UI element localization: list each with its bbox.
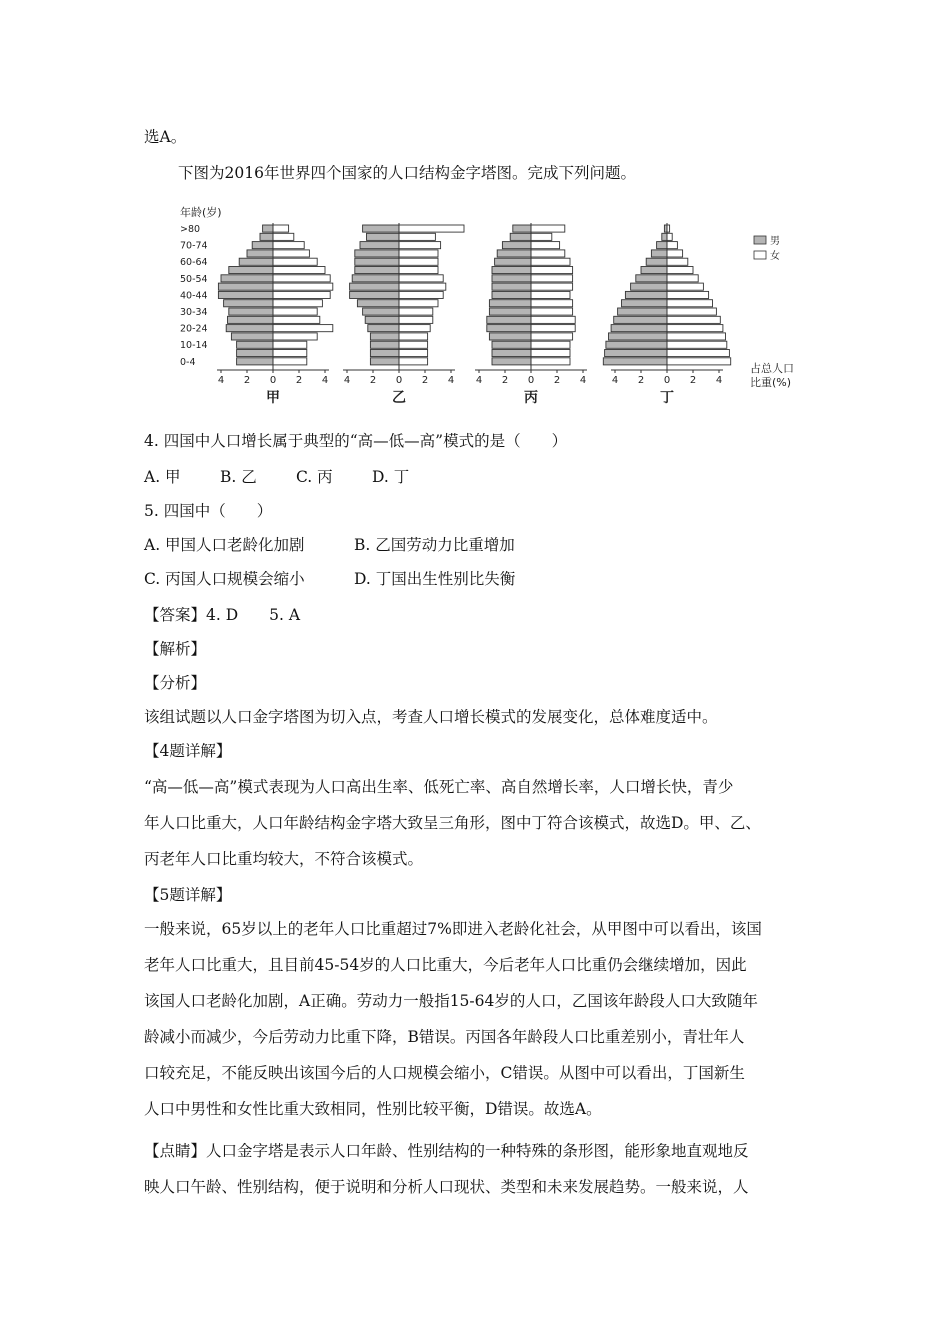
share-label-line1: 占总人口 xyxy=(750,362,794,375)
male-bar xyxy=(662,233,667,240)
female-bar xyxy=(667,300,713,307)
q5-detail-line: 口较充足，不能反映出该国今后的人口规模会缩小，C错误。从图中可以看出，丁国新生 xyxy=(144,1064,745,1082)
male-bar xyxy=(495,258,531,265)
male-bar xyxy=(492,358,531,365)
male-bar xyxy=(609,333,668,340)
male-bar xyxy=(631,283,667,290)
female-bar xyxy=(273,333,317,340)
dianjing-line xyxy=(144,1140,749,1162)
country-label: 乙 xyxy=(392,390,406,406)
female-bar xyxy=(273,233,294,240)
q5-detail-line: 一般来说，65岁以上的老年人口比重超过7%即进入老龄化社会，从甲图中可以看出，该国 xyxy=(144,920,762,938)
q4-stem: 4. 四国中人口增长属于典型的“高—低—高”模式的是（ ） xyxy=(144,432,568,450)
male-bar xyxy=(492,267,531,274)
legend-male-swatch xyxy=(754,236,766,244)
female-bar xyxy=(399,341,428,348)
male-bar xyxy=(502,242,531,249)
female-bar xyxy=(531,350,570,357)
age-group-label: 20-24 xyxy=(180,323,208,335)
female-bar xyxy=(667,283,703,290)
male-bar xyxy=(237,358,273,365)
age-group-label: 70-74 xyxy=(180,240,208,252)
age-group-label: 30-34 xyxy=(180,307,208,318)
female-bar xyxy=(273,267,325,274)
female-bar xyxy=(667,333,726,340)
female-bar xyxy=(273,242,304,249)
age-group-label: 50-54 xyxy=(180,273,208,285)
fenxi-heading: 【分析】 xyxy=(144,674,207,692)
country-label: 丙 xyxy=(524,390,538,406)
female-bar xyxy=(667,308,716,315)
male-bar xyxy=(497,250,531,257)
female-bar xyxy=(273,258,317,265)
male-bar xyxy=(492,283,531,290)
previous-answer-tail: 选A。 xyxy=(144,128,187,146)
x-tick-label: 2 xyxy=(243,375,251,386)
female-bar xyxy=(531,325,575,332)
female-bar xyxy=(399,308,433,315)
q5-option-d: D. 丁国出生性别比失衡 xyxy=(354,570,516,588)
male-bar xyxy=(221,275,273,282)
legend-female-swatch xyxy=(754,251,766,259)
x-tick-label: 2 xyxy=(295,375,303,386)
male-bar xyxy=(363,225,399,232)
age-group-label: 0-4 xyxy=(180,356,196,368)
male-bar xyxy=(367,233,400,240)
answer-text: 4. D 5. A xyxy=(206,606,301,624)
female-bar xyxy=(399,291,443,298)
question-intro: 下图为2016年世界四个国家的人口结构金字塔图。完成下列问题。 xyxy=(178,164,636,182)
age-group-label: >80 xyxy=(180,224,201,235)
male-bar xyxy=(355,267,399,274)
x-tick-label: 2 xyxy=(553,375,561,386)
answer-label: 【答案】 xyxy=(144,606,207,624)
male-bar xyxy=(646,258,667,265)
female-bar xyxy=(531,316,575,323)
male-bar xyxy=(226,325,273,332)
pyramid-4 xyxy=(603,223,730,406)
male-bar xyxy=(370,350,399,357)
x-tick-label: 4 xyxy=(343,375,351,386)
legend-female-label: 女 xyxy=(770,251,780,262)
female-bar xyxy=(667,258,688,265)
male-bar xyxy=(489,300,531,307)
q5-detail-line: 老年人口比重大，且目前45-54岁的人口比重大，今后老年人口比重仍会继续增加，因此 xyxy=(144,956,747,974)
female-bar xyxy=(399,275,443,282)
q4-option-d: D. 丁 xyxy=(372,468,410,486)
pyramid-2 xyxy=(343,223,464,406)
x-tick-label: 4 xyxy=(447,375,455,386)
male-bar xyxy=(363,308,399,315)
x-tick-label: 4 xyxy=(475,375,483,386)
x-tick-label: 4 xyxy=(217,375,225,386)
male-bar xyxy=(247,250,273,257)
male-bar xyxy=(355,250,399,257)
age-group-label: 60-64 xyxy=(180,257,208,269)
female-bar xyxy=(273,341,307,348)
male-bar xyxy=(611,325,667,332)
male-bar xyxy=(218,283,273,290)
female-bar xyxy=(667,233,672,240)
male-bar xyxy=(260,233,273,240)
x-tick-label: 0 xyxy=(395,375,403,386)
x-tick-label: 2 xyxy=(689,375,697,386)
female-bar xyxy=(273,283,333,290)
q4-detail-line: 年人口比重大，人口年龄结构金字塔大致呈三角形，图中丁符合该模式，故选D。甲、乙、 xyxy=(144,814,761,832)
male-bar xyxy=(370,358,399,365)
male-bar xyxy=(350,283,399,290)
answer-line xyxy=(144,604,300,626)
male-bar xyxy=(350,291,399,298)
male-bar xyxy=(239,258,273,265)
legend-male-label: 男 xyxy=(770,236,780,247)
female-bar xyxy=(399,267,438,274)
male-bar xyxy=(605,350,667,357)
female-bar xyxy=(531,233,552,240)
female-bar xyxy=(399,316,433,323)
female-bar xyxy=(667,341,727,348)
male-bar xyxy=(489,333,531,340)
age-axis-label: 年龄(岁) xyxy=(180,206,222,219)
male-bar xyxy=(636,275,667,282)
male-bar xyxy=(657,242,667,249)
female-bar xyxy=(531,333,573,340)
male-bar xyxy=(368,325,399,332)
pyramids xyxy=(217,223,731,406)
country-label: 甲 xyxy=(266,390,280,406)
female-bar xyxy=(399,258,438,265)
female-bar xyxy=(531,250,565,257)
dianjing-line: 映人口午龄、性别结构，便于说明和分析人口现状、类型和未来发展趋势。一般来说，人 xyxy=(144,1178,749,1196)
q4-option-a: A. 甲 xyxy=(144,468,181,486)
female-bar xyxy=(667,350,729,357)
q5-stem: 5. 四国中（ ） xyxy=(144,502,273,520)
female-bar xyxy=(399,242,441,249)
female-bar xyxy=(273,225,289,232)
female-bar xyxy=(531,341,570,348)
x-tick-label: 4 xyxy=(715,375,723,386)
female-bar xyxy=(273,275,330,282)
female-bar xyxy=(273,250,309,257)
male-bar xyxy=(492,275,531,282)
female-bar xyxy=(399,225,464,232)
female-bar xyxy=(667,242,677,249)
female-bar xyxy=(399,333,428,340)
q4-detail-heading: 【4题详解】 xyxy=(144,742,232,760)
female-bar xyxy=(399,300,438,307)
q5-options-row2 xyxy=(144,568,515,590)
female-bar xyxy=(667,325,723,332)
q5-detail-line: 该国人口老龄化加剧，A正确。劳动力一般指15-64岁的人口，乙国该年龄段人口大致随年 xyxy=(144,992,758,1010)
female-bar xyxy=(399,325,430,332)
share-label-line2: 比重(%) xyxy=(750,376,792,389)
q4-option-c: C. 丙 xyxy=(296,468,333,486)
country-label: 丁 xyxy=(660,390,674,406)
male-bar xyxy=(641,267,667,274)
male-bar xyxy=(360,242,399,249)
male-bar xyxy=(510,233,531,240)
male-bar xyxy=(229,267,273,274)
analysis-heading: 【解析】 xyxy=(144,640,207,658)
female-bar xyxy=(667,275,698,282)
q5-option-b: B. 乙国劳动力比重增加 xyxy=(354,536,515,554)
x-tick-label: 2 xyxy=(369,375,377,386)
male-bar xyxy=(492,350,531,357)
pyramid-1 xyxy=(217,223,333,406)
male-bar xyxy=(228,316,274,323)
male-bar xyxy=(487,325,531,332)
legend xyxy=(754,235,780,262)
female-bar xyxy=(667,267,693,274)
female-bar xyxy=(273,291,330,298)
female-bar xyxy=(531,242,560,249)
x-tick-label: 2 xyxy=(637,375,645,386)
male-bar xyxy=(614,316,667,323)
q5-option-a: A. 甲国人口老龄化加剧 xyxy=(144,536,305,554)
q4-detail-line: 丙老年人口比重均较大，不符合该模式。 xyxy=(144,850,424,868)
female-bar xyxy=(399,250,438,257)
x-tick-label: 0 xyxy=(269,375,277,386)
age-group-label: 10-14 xyxy=(180,340,208,352)
male-bar xyxy=(355,258,399,265)
female-bar xyxy=(273,300,322,307)
female-bar xyxy=(531,267,573,274)
dianjing-text: 人口金字塔是表示人口年龄、性别结构的一种特殊的条形图，能形象地直观地反 xyxy=(206,1142,749,1160)
female-bar xyxy=(273,350,307,357)
male-bar xyxy=(513,225,531,232)
male-bar xyxy=(489,308,531,315)
female-bar xyxy=(531,225,565,232)
female-bar xyxy=(531,300,573,307)
x-tick-label: 4 xyxy=(611,375,619,386)
x-tick-label: 4 xyxy=(321,375,329,386)
q4-options xyxy=(144,466,409,488)
male-bar xyxy=(224,300,273,307)
fenxi-text: 该组试题以人口金字塔图为切入点，考查人口增长模式的发展变化，总体难度适中。 xyxy=(144,708,718,726)
female-bar xyxy=(531,258,570,265)
q5-detail-line: 人口中男性和女性比重大致相同，性别比较平衡，D错误。故选A。 xyxy=(144,1100,602,1118)
male-bar xyxy=(603,358,667,365)
female-bar xyxy=(399,283,446,290)
q5-detail-heading: 【5题详解】 xyxy=(144,886,232,904)
male-bar xyxy=(229,308,273,315)
x-tick-label: 2 xyxy=(501,375,509,386)
q4-detail-line: “高—低—高”模式表现为人口高出生率、低死亡率、高自然增长率，人口增长快，青少 xyxy=(144,778,734,796)
female-bar xyxy=(273,308,317,315)
female-bar xyxy=(531,291,570,298)
male-bar xyxy=(622,300,668,307)
x-tick-label: 4 xyxy=(579,375,587,386)
female-bar xyxy=(273,325,333,332)
male-bar xyxy=(492,291,531,298)
male-bar xyxy=(370,341,399,348)
male-bar xyxy=(365,316,399,323)
female-bar xyxy=(667,358,731,365)
male-bar xyxy=(618,308,667,315)
female-bar xyxy=(531,283,573,290)
q5-detail-line: 龄减小而减少，今后劳动力比重下降，B错误。丙国各年龄段人口比重差别小，青壮年人 xyxy=(144,1028,745,1046)
population-pyramid-figure xyxy=(176,198,816,410)
male-bar xyxy=(492,341,531,348)
female-bar xyxy=(667,250,683,257)
male-bar xyxy=(370,333,399,340)
male-bar xyxy=(357,300,399,307)
female-bar xyxy=(667,316,720,323)
x-tick-label: 0 xyxy=(527,375,535,386)
q5-option-c: C. 丙国人口规模会缩小 xyxy=(144,570,305,588)
female-bar xyxy=(667,291,709,298)
male-bar xyxy=(237,350,273,357)
x-tick-label: 2 xyxy=(421,375,429,386)
dianjing-label: 【点睛】 xyxy=(144,1142,207,1160)
q5-options-row1 xyxy=(144,534,515,556)
female-bar xyxy=(399,358,428,365)
male-bar xyxy=(252,242,273,249)
male-bar xyxy=(487,316,531,323)
age-group-labels xyxy=(180,224,208,368)
male-bar xyxy=(352,275,399,282)
female-bar xyxy=(399,233,435,240)
female-bar xyxy=(531,275,573,282)
female-bar xyxy=(399,350,428,357)
male-bar xyxy=(263,225,273,232)
female-bar xyxy=(531,358,570,365)
female-bar xyxy=(531,308,573,315)
age-group-label: 40-44 xyxy=(180,290,208,302)
male-bar xyxy=(231,333,273,340)
q4-option-b: B. 乙 xyxy=(220,468,257,486)
male-bar xyxy=(651,250,667,257)
pyramid-3 xyxy=(475,223,587,406)
male-bar xyxy=(625,291,667,298)
male-bar xyxy=(218,291,273,298)
male-bar xyxy=(606,341,667,348)
male-bar xyxy=(237,341,273,348)
female-bar xyxy=(273,316,320,323)
female-bar xyxy=(273,358,307,365)
x-tick-label: 0 xyxy=(663,375,671,386)
